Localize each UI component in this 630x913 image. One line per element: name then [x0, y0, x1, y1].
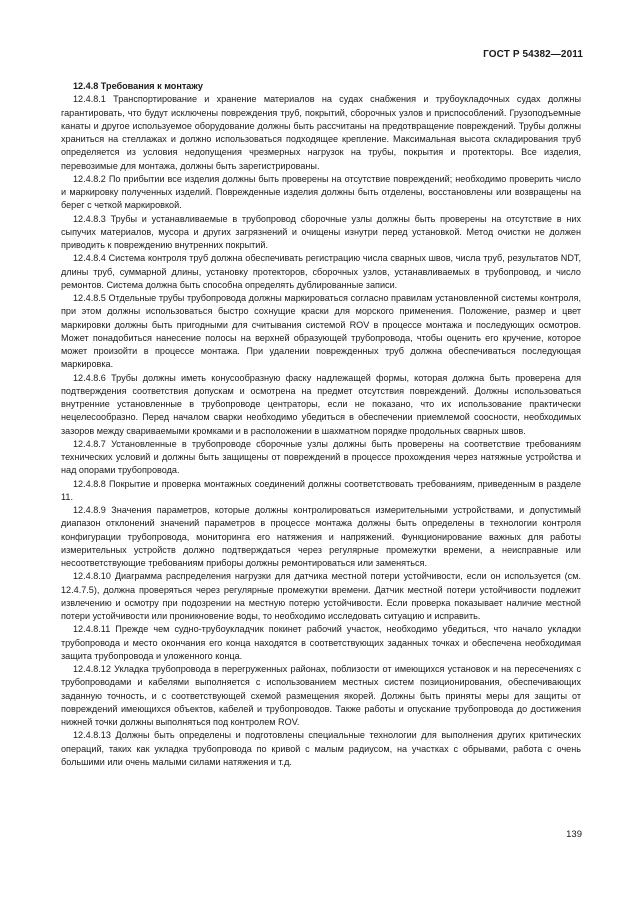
paragraph-12-4-8-2: 12.4.8.2 По прибытии все изделия должны быть проверены на отсутствие повреждений; необходимо проверить число и маркировку полученных изделий. Поврежденные изделия должны быть отделены, восстановлены или возвращены на берег с четкой маркировкой. [61, 173, 581, 211]
paragraph-12-4-8-9: 12.4.8.9 Значения параметров, которые должны контролироваться измерительными устройствами, и допустимый диапазон отклонений значений параметров в процессе монтажа должны быть определены в технологии контроля конфигурации трубопровода, мониторинга его натяжения и напряжений. Функционирование важных для работы измерительных устройств должно подтверждаться через регулярные промежутки времени, а неисправные или несоответствующие требованиям приборы должны ремонтироваться или заменяться. [61, 505, 581, 568]
paragraph-12-4-8-3: 12.4.8.3 Трубы и устанавливаемые в трубопровод сборочные узлы должны быть проверены на отсутствие в них сыпучих материалов, мусора и других загрязнений и очищены изнутри перед установкой. Метод очистки не должен приводить к повреждению внутренних покрытий. [61, 213, 581, 250]
paragraph-12-4-8-10: 12.4.8.10 Диаграмма распределения нагрузки для датчика местной потери устойчивости, если он используется (см. 12.4.7.5), должна проверяться через регулярные промежутки времени. Датчик местной потери устойчивости подлежит извлечению и осмотру при подозрении на местную потерю устойчивости. Если проверка показывает наличие местной потери устойчивости или проникновение воды, то необходимо исследовать ситуацию и исправить. [61, 571, 581, 621]
paragraph-12-4-8-7: 12.4.8.7 Установленные в трубопроводе сборочные узлы должны быть проверены на соответствие требованиям технических условий и должны быть защищены от повреждений в процессе прохождения через натяжные устройства и над опорами трубопровода. [61, 438, 581, 476]
paragraph-12-4-8-8: 12.4.8.8 Покрытие и проверка монтажных соединений должны соответствовать требованиям, приведенным в разделе 11. [61, 478, 581, 502]
paragraph-12-4-8-13: 12.4.8.13 Должны быть определены и подготовлены специальные технологии для выполнения других критических операций, таких как укладка трубопровода по кривой с малым радиусом, на участках с обрывами, работа с очень большими или очень малыми силами натяжения и т.д. [61, 730, 581, 767]
paragraph-12-4-8-11: 12.4.8.11 Прежде чем судно-трубоукладчик покинет рабочий участок, необходимо убедиться, что начало укладки трубопровода и место окончания его конца находятся в соответствующих заданных точках и обеспечена необходимая защита трубопровода и уложенного конца. [61, 624, 581, 661]
document-body [61, 80, 581, 769]
section-title: 12.4.8 Требования к монтажу [73, 81, 203, 91]
standard-header: ГОСТ Р 54382—2011 [483, 49, 583, 60]
paragraph-12-4-8-4: 12.4.8.4 Система контроля труб должна обеспечивать регистрацию числа сварных швов, числа труб, результатов NDT, длины труб, суммарной длины, установку протекторов, сборочных узлов, устанавливаемых в трубопровод, и число ремонтов. Система должна быть способна определять дублированные записи. [61, 253, 581, 290]
paragraph-12-4-8-5: 12.4.8.5 Отдельные трубы трубопровода должны маркироваться согласно правилам установленной системы контроля, при этом должны использоваться быстро сохнущие краски для морского применения. Положение, размер и цвет маркировки должны быть пригодными для считывания системой ROV в процессе монтажа и последующих осмотров. Может понадобиться нанесение полосы на верхней образующей трубопровода, чтобы оценить его кручение, которое может произойти в процессе монтажа. При удалении поврежденных труб должна обеспечиваться последующая маркировка. [61, 293, 581, 370]
page-number: 139 [566, 829, 582, 840]
paragraph-12-4-8-12: 12.4.8.12 Укладка трубопровода в перегруженных районах, поблизости от имеющихся установок и на пересечениях с трубопроводами и кабелями выполняется с использованием местных систем позиционирования, обеспечивающих заданную точность, и с соответствующей схемой размещения якорей. Должны быть приняты меры для защиты от повреждений имеющихся объектов, кабелей и трубопроводов. Также работы и опускание трубопровода до достижения нижней точки должны выполняться под контролем ROV. [61, 664, 581, 727]
paragraph-12-4-8-6: 12.4.8.6 Трубы должны иметь конусообразную фаску надлежащей формы, которая должна быть проверена для подтверждения соответствия допускам и осмотрена на предмет отсутствия повреждений. Должны использоваться внутренние установленные в трубопроводе центраторы, если не показано, что их использование практически нецелесообразно. Перед началом сварки необходимо убедиться в обеспечении приемлемой соосности, необходимых зазоров между свариваемыми кромками и в расположении в шахматном порядке продольных сварных швов. [61, 372, 581, 436]
paragraph-12-4-8-1: 12.4.8.1 Транспортирование и хранение материалов на судах снабжения и трубоукладочных судах должны гарантировать, что будут исключены повреждения труб, покрытий, сборочных узлов и приспособлений. Грузоподъемные канаты и другое используемое оборудование должны быть рассчитаны на предотвращение повреждений. Трубы должны храниться на стеллажах и должно использоваться подходящее крепление. Максимальная высота складирования труб определяется из условия недопущения чрезмерных нагрузок на трубы, покрытия и протекторы. Все изделия, перевозимые для монтажа, должны быть зарегистрированы. [61, 94, 581, 171]
